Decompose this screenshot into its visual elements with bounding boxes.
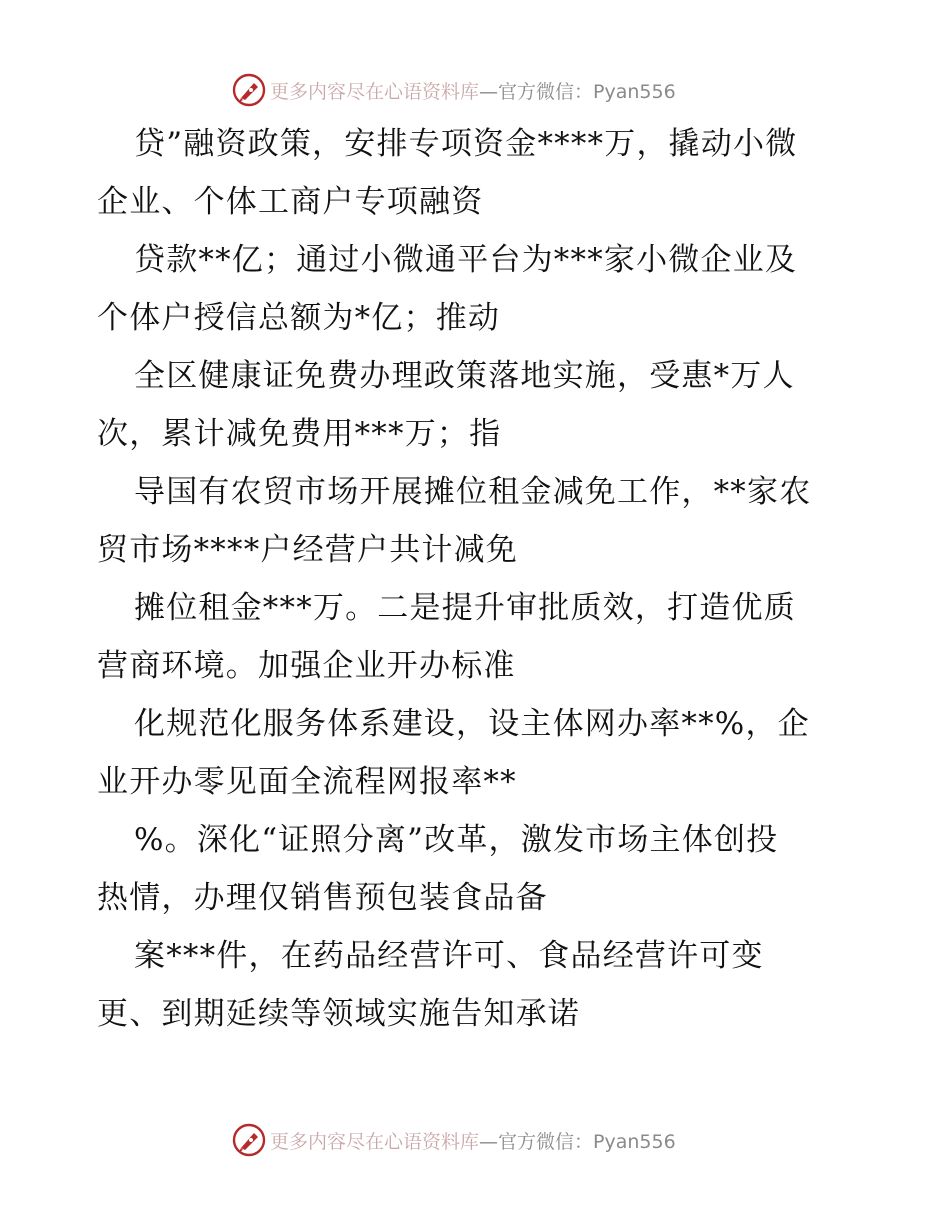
- text-line: 全区健康证免费办理政策落地实施，受惠*万人: [134, 358, 795, 394]
- text-line: 营商环境。加强企业开办标准: [97, 648, 516, 684]
- footer-banner: [232, 1120, 792, 1160]
- footer-banner-title: 更多内容尽在心语资料库: [270, 1130, 480, 1153]
- pen-nib-logo-icon: [232, 73, 266, 107]
- text-line: 导国有农贸市场开展摊位租金减免工作，**家农: [134, 474, 812, 510]
- text-line: 热情，办理仅销售预包装食品备: [97, 880, 548, 916]
- text-line: 业开办零见面全流程网报率**: [97, 764, 517, 800]
- pen-nib-logo-icon: [232, 1123, 266, 1157]
- banner-wechat: —官方微信：Pyan556: [479, 80, 676, 103]
- text-line: 化规范化服务体系建设，设主体网办率**%，企: [134, 706, 810, 742]
- header-banner: [232, 70, 792, 110]
- text-line: 摊位租金***万。二是提升审批质效，打造优质: [134, 590, 796, 626]
- text-line: 贷款**亿；通过小微通平台为***家小微企业及: [134, 242, 798, 278]
- text-line: 贸市场****户经营户共计减免: [97, 532, 518, 568]
- text-line: 案***件，在药品经营许可、食品经营许可变: [134, 938, 764, 974]
- text-line: 更、到期延续等领域实施告知承诺: [97, 996, 580, 1032]
- text-line: %。深化“证照分离”改革，激发市场主体创投: [134, 822, 779, 858]
- text-line: 个体户授信总额为*亿；推动: [97, 300, 501, 336]
- footer-banner-wechat: —官方微信：Pyan556: [479, 1130, 676, 1153]
- text-line: 企业、个体工商户专项融资: [97, 184, 484, 220]
- text-line: 贷”融资政策，安排专项资金****万，撬动小微: [134, 126, 798, 162]
- text-line: 次，累计减免费用***万；指: [97, 416, 502, 452]
- banner-title: 更多内容尽在心语资料库: [270, 80, 480, 103]
